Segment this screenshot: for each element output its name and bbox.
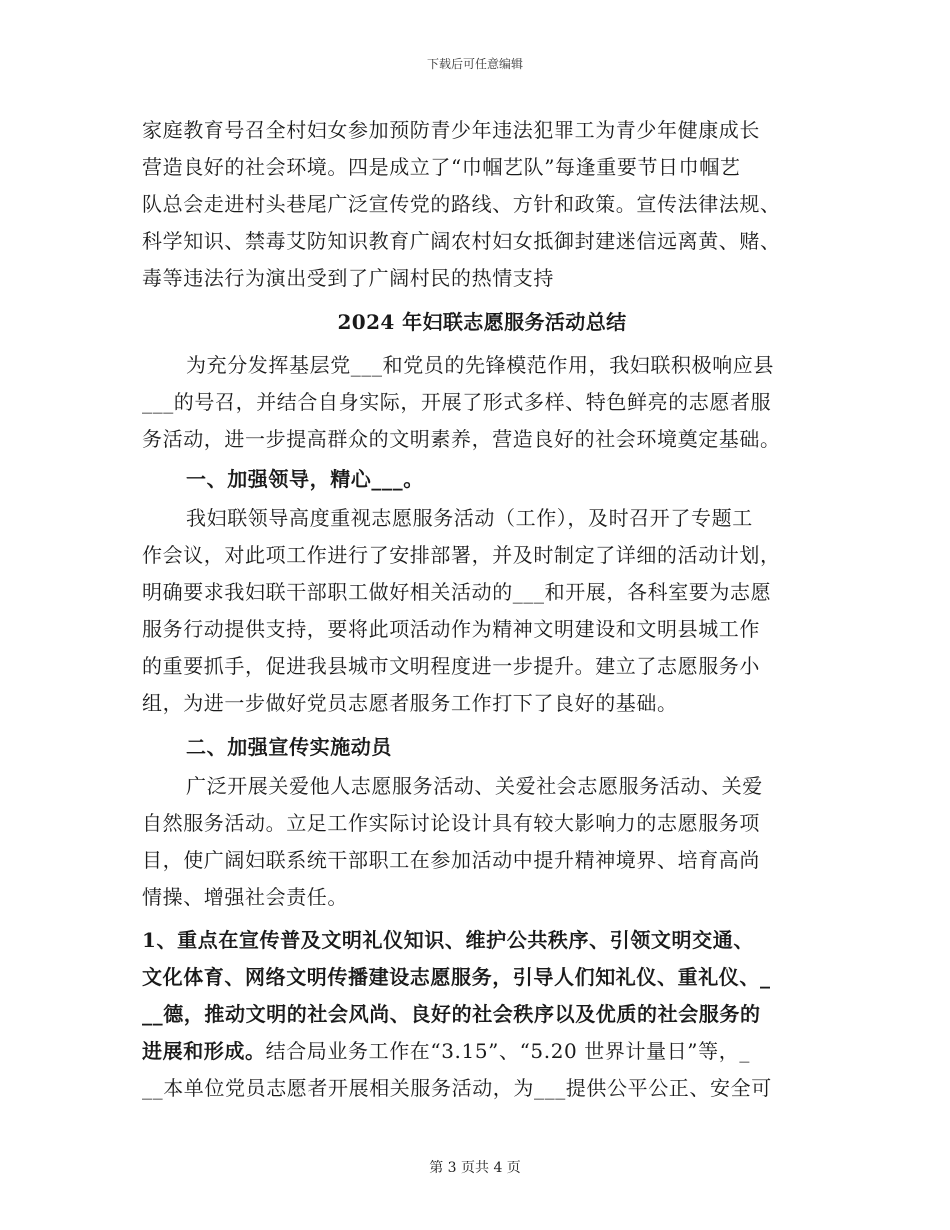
text-line: 广泛开展关爱他人志愿服务活动、关爱社会志愿服务活动、关爱	[186, 774, 763, 798]
text-line: 情操、增强社会责任。	[142, 885, 348, 909]
section-heading-2: 二、加强宣传实施动员	[186, 735, 392, 759]
text-line: 作会议，对此项工作进行了安排部署，并及时制定了详细的活动计划，	[142, 543, 781, 567]
text-line: 自然服务活动。立足工作实际讨论设计具有较大影响力的志愿服务项	[142, 811, 760, 835]
text-line: 毒等违法行为演出受到了广阔村民的热情支持	[142, 266, 554, 290]
document-body	[142, 112, 822, 1107]
text-line: __本单位党员志愿者开展相关服务活动，为___提供公平公正、安全可	[142, 1076, 772, 1100]
text-line: 明确要求我妇联干部职工做好相关活动的___和开展，各科室要为志愿	[142, 580, 772, 604]
text-line: 1、重点在宣传普及文明礼仪知识、维护公共秩序、引领文明交通、	[142, 928, 754, 952]
text-line: 服务行动提供支持，要将此项活动作为精神文明建设和文明县城工作	[142, 617, 760, 641]
text-line	[142, 1033, 822, 1070]
text-line: 我妇联领导高度重视志愿服务活动（工作），及时召开了专题工	[186, 506, 753, 530]
text-line: 组，为进一步做好党员志愿者服务工作打下了良好的基础。	[142, 691, 678, 715]
text-line: 家庭教育号召全村妇女参加预防青少年违法犯罪工为青少年健康成长	[142, 118, 760, 142]
text-line: 务活动，进一步提高群众的文明素养，营造良好的社会环境奠定基础。	[142, 427, 781, 451]
text-line: 文化体育、网络文明传播建设志愿服务，引导人们知礼仪、重礼仪、_	[142, 965, 771, 989]
document-title: 2024 年妇联志愿服务活动总结	[337, 310, 627, 334]
text-line: __德，推动文明的社会风尚、良好的社会秩序以及优质的社会服务的	[142, 1002, 761, 1026]
text-line: 科学知识、禁毒艾防知识教育广阔农村妇女抵御封建迷信远离黄、赌、	[142, 229, 781, 253]
paragraph-leadership	[142, 500, 822, 722]
text-line: 目，使广阔妇联系统干部职工在参加活动中提升精神境界、培育高尚	[142, 848, 760, 872]
text-line: 为充分发挥基层党___和党员的先锋模范作用，我妇联积极响应县	[186, 353, 774, 377]
text-line: 的重要抓手，促进我县城市文明程度进一步提升。建立了志愿服务小	[142, 654, 760, 678]
page-footer: 第 3 页共 4 页	[429, 1160, 521, 1176]
text-line: 队总会走进村头巷尾广泛宣传党的路线、方针和政策。宣传法律法规、	[142, 192, 781, 216]
text-line: 营造良好的社会环境。四是成立了“巾帼艺队”每逢重要节日巾帼艺	[142, 155, 741, 179]
page-header: 下载后可任意编辑	[426, 57, 523, 71]
paragraph-publicity	[142, 768, 822, 916]
normal-text: 结合局业务工作在“3.15”、“5.20 世界计量日”等，_	[265, 1039, 750, 1063]
paragraph-key-points	[142, 922, 822, 1107]
text-line: ___的号召，并结合自身实际，开展了形式多样、特色鲜亮的志愿者服	[142, 390, 772, 414]
bold-text: 进展和形成。	[142, 1039, 266, 1063]
intro-paragraph	[142, 112, 822, 297]
paragraph-intro-summary	[142, 347, 822, 458]
section-heading-1: 一、加强领导，精心___。	[186, 467, 424, 491]
